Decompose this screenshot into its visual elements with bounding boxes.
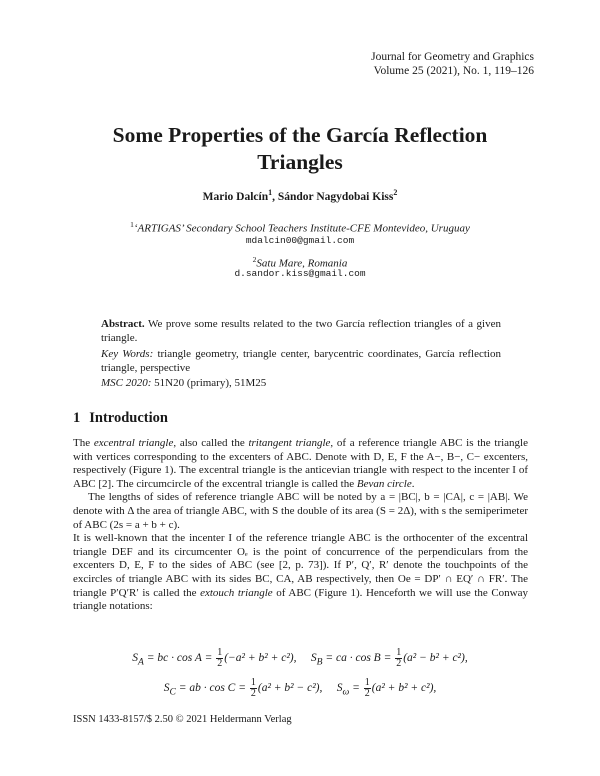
fraction-half: $\frac{1}{2}$ <box>217 647 223 669</box>
section-title: Introduction <box>89 410 168 426</box>
paragraph-2: The lengths of sides of reference triangle ABC will be noted by a = |BC|, b = |CA|, c = |AB|. We denote with Δ the area of triangle ABC, with S the double of its area (S = 2Δ), with s the semiperimeter of ABC (2s = a + b + c). <box>73 491 528 531</box>
term-tritangent: tritangent triangle <box>248 437 331 449</box>
journal-volume: Volume 25 (2021), No. 1, 119–126 <box>373 65 534 77</box>
eq-sb: $S_B$ = ca · cos B = $\frac{1}{2}$ (a² − b² + c²), <box>310 647 468 669</box>
eq-sw: $S_\omega$ = $\frac{1}{2}$ (a² + b² + c²), <box>336 677 437 699</box>
msc-label: MSC 2020: <box>101 377 152 389</box>
keywords-text: triangle geometry, triangle center, barycentric coordinates, García reflection triangle, perspective <box>101 348 501 374</box>
author-1-sup: 1 <box>268 188 273 197</box>
paragraph-1 <box>73 437 528 491</box>
section-number: 1 <box>73 410 81 426</box>
msc-text: 51N20 (primary), 51M25 <box>154 377 267 389</box>
author-2-sup: 2 <box>393 188 398 197</box>
fraction-half: $\frac{1}{2}$ <box>250 677 256 699</box>
title-line-1: Some Properties of the García Reflection <box>112 123 488 147</box>
term-excentral: excentral triangle <box>93 437 174 449</box>
p1-text-a: The <box>73 437 94 449</box>
paper-title <box>0 122 600 176</box>
p1-text-c: , of a reference triangle ABC is the triangle with vertices corresponding to the excenters of ABC. Denote with D, E, F the A−, B−, C− excenters, respectively (Figure 1). The excentral triangle is the anticevian triangle with respect to the incenter I of ABC [2]. The circumcircle of the excentral triangle is called the <box>73 437 528 490</box>
footer-issn: ISSN 1433-8157/$ 2.50 © 2021 Heldermann Verlag <box>73 714 292 725</box>
equation-line-1 <box>0 648 600 669</box>
affiliation-2-sup: 2 <box>252 255 257 264</box>
term-bevan: Bevan circle <box>356 477 412 490</box>
author-2: Sándor Nagydobai Kiss <box>277 190 394 203</box>
p1-text-b: , also called the <box>173 437 249 449</box>
affiliation-2-text: Satu Mare, Romania <box>256 257 348 270</box>
fraction-half: $\frac{1}{2}$ <box>364 677 370 699</box>
email-2[interactable]: d.sandor.kiss@gmail.com <box>234 268 366 279</box>
section-heading <box>73 410 168 427</box>
paragraph-3 <box>73 532 528 614</box>
affiliation-1-text: ‘ARTIGAS’ Secondary School Teachers Institute-CFE Montevideo, Uruguay <box>133 222 470 235</box>
affiliation-1 <box>0 218 600 236</box>
journal-header <box>371 50 534 78</box>
equation-line-2 <box>0 678 600 699</box>
affiliation-1-sup: 1 <box>130 220 134 229</box>
keywords <box>101 348 501 375</box>
body-text <box>73 437 528 614</box>
p3-text-a: It is well-known that the incenter I of the reference triangle ABC is the orthocenter of the excentral triangle DEF and its circumcenter Oₑ is the point of concurrence of the perpendiculars from the excenters D, E, F to the sides of ABC (see [2, p. 73]). If P′, Q′, R′ denote the touchpoints of the excircles of triangle ABC with its sides BC, CA, AB respectively, then Oe = DP′ ∩ EQ′ ∩ FR′. The triangle P′Q′R′ is called the <box>73 532 528 599</box>
abstract-text: We prove some results related to the two García reflection triangles of a given triangle. <box>101 318 501 344</box>
author-separator: , <box>272 190 278 203</box>
p1-text-d: . <box>411 477 415 490</box>
abstract <box>101 318 501 345</box>
msc-classification <box>101 377 501 391</box>
abstract-label: Abstract. <box>101 318 145 330</box>
journal-name: Journal for Geometry and Graphics <box>371 51 534 63</box>
email-1[interactable]: mdalcin00@gmail.com <box>245 235 355 246</box>
p3-text-b: of ABC (Figure 1). Henceforth we will use the Conway triangle notations: <box>73 586 528 613</box>
fraction-half: $\frac{1}{2}$ <box>396 647 402 669</box>
author-1: Mario Dalcín <box>202 190 269 203</box>
author-list <box>0 188 600 203</box>
term-extouch: extouch triangle <box>200 586 273 599</box>
title-line-2: Triangles <box>257 150 343 174</box>
eq-sa: $S_A$ = bc · cos A = $\frac{1}{2}$ (−a² + b² + c²), <box>132 647 297 669</box>
eq-sc: $S_C$ = ab · cos C = $\frac{1}{2}$ (a² + b² − c²), <box>163 677 323 699</box>
keywords-label: Key Words: <box>101 348 154 360</box>
